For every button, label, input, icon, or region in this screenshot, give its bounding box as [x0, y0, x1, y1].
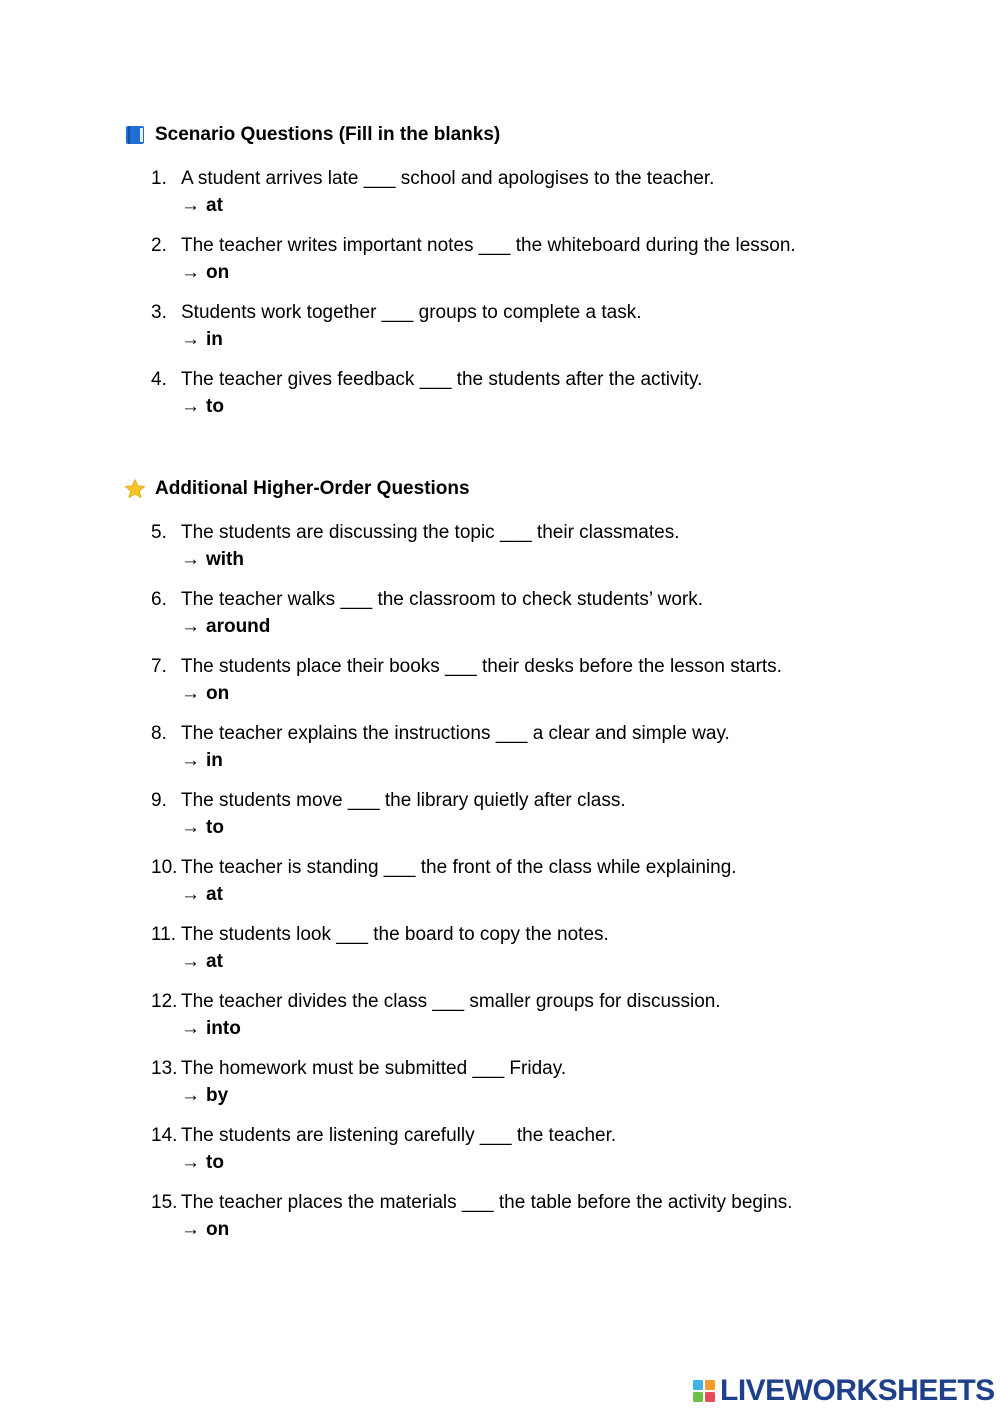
answer-line [181, 547, 244, 573]
arrow-icon: → [181, 616, 200, 637]
question-item [124, 1056, 884, 1123]
answer-word: in [206, 329, 223, 350]
answer-line [181, 815, 224, 841]
answer-word: by [206, 1085, 229, 1106]
liveworksheets-logo [692, 1376, 995, 1406]
question-number: 9. [151, 790, 167, 811]
answer-word: with [206, 549, 244, 570]
answer-line [181, 949, 223, 975]
question-text: Students work together ___ groups to complete a task. [181, 302, 642, 323]
answer-word: on [206, 1219, 230, 1240]
question-item [124, 520, 884, 587]
question-text: The teacher is standing ___ the front of the class while explaining. [181, 857, 737, 878]
question-text: The teacher walks ___ the classroom to check students’ work. [181, 589, 704, 610]
question-number: 6. [151, 589, 167, 610]
answer-line [181, 1150, 224, 1176]
question-text: The teacher writes important notes ___ the whiteboard during the lesson. [181, 235, 796, 256]
arrow-icon: → [181, 817, 200, 838]
question-item [124, 1190, 884, 1257]
question-number: 1. [151, 168, 167, 189]
answer-line [181, 394, 224, 420]
question-number: 10. [151, 857, 178, 878]
question-number: 13. [151, 1058, 178, 1079]
question-number: 4. [151, 369, 167, 390]
answer-word: on [206, 262, 230, 283]
question-item [124, 300, 884, 367]
question-text: The students are listening carefully ___ the teacher. [181, 1125, 617, 1146]
star-icon [124, 478, 146, 500]
arrow-icon: → [181, 195, 200, 216]
arrow-icon: → [181, 396, 200, 417]
question-text: The homework must be submitted ___ Friday. [181, 1058, 567, 1079]
question-number: 14. [151, 1125, 178, 1146]
section-heading [124, 122, 884, 148]
answer-line [181, 1083, 228, 1109]
answer-word: at [206, 884, 223, 905]
question-text: The teacher gives feedback ___ the students after the activity. [181, 369, 703, 390]
arrow-icon: → [181, 1085, 200, 1106]
question-number: 5. [151, 522, 167, 543]
question-text: The students move ___ the library quietly after class. [181, 790, 626, 811]
question-text: The students look ___ the board to copy the notes. [181, 924, 609, 945]
question-number: 15. [151, 1192, 178, 1213]
answer-line [181, 193, 223, 219]
answer-word: on [206, 683, 230, 704]
question-list [124, 520, 884, 1257]
answer-word: at [206, 951, 223, 972]
arrow-icon: → [181, 262, 200, 283]
question-item [124, 367, 884, 434]
question-list [124, 166, 884, 434]
section-heading [124, 476, 884, 502]
arrow-icon: → [181, 549, 200, 570]
answer-line [181, 327, 223, 353]
higher-order-section [124, 476, 884, 1257]
question-number: 2. [151, 235, 167, 256]
question-text: The teacher divides the class ___ smaller groups for discussion. [181, 991, 721, 1012]
answer-line [181, 260, 229, 286]
question-number: 11. [151, 924, 177, 945]
logo-text: LIVEWORKSHEETS [720, 1374, 995, 1407]
question-number: 3. [151, 302, 167, 323]
question-number: 7. [151, 656, 167, 677]
arrow-icon: → [181, 951, 200, 972]
question-item [124, 1123, 884, 1190]
answer-line [181, 614, 270, 640]
answer-line [181, 1217, 229, 1243]
question-number: 8. [151, 723, 167, 744]
question-item [124, 989, 884, 1056]
answer-word: to [206, 817, 224, 838]
question-text: The students are discussing the topic ___ their classmates. [181, 522, 680, 543]
answer-word: to [206, 396, 224, 417]
answer-word: into [206, 1018, 241, 1039]
question-item [124, 721, 884, 788]
question-number: 12. [151, 991, 178, 1012]
question-item [124, 788, 884, 855]
answer-word: around [206, 616, 271, 637]
logo-mark-icon [692, 1379, 716, 1403]
section-title: Scenario Questions (Fill in the blanks) [155, 124, 501, 145]
arrow-icon: → [181, 1219, 200, 1240]
question-text: A student arrives late ___ school and apologises to the teacher. [181, 168, 715, 189]
question-item [124, 587, 884, 654]
scenario-section [124, 122, 884, 434]
question-text: The teacher places the materials ___ the table before the activity begins. [181, 1192, 793, 1213]
blue-book-icon [124, 124, 146, 146]
question-text: The students place their books ___ their desks before the lesson starts. [181, 656, 782, 677]
section-title: Additional Higher-Order Questions [155, 478, 470, 499]
answer-line [181, 882, 223, 908]
arrow-icon: → [181, 683, 200, 704]
question-item [124, 654, 884, 721]
question-item [124, 166, 884, 233]
arrow-icon: → [181, 329, 200, 350]
arrow-icon: → [181, 1018, 200, 1039]
question-item [124, 922, 884, 989]
answer-line [181, 748, 223, 774]
answer-word: to [206, 1152, 224, 1173]
answer-line [181, 1016, 241, 1042]
answer-line [181, 681, 229, 707]
arrow-icon: → [181, 884, 200, 905]
question-item [124, 855, 884, 922]
arrow-icon: → [181, 750, 200, 771]
question-text: The teacher explains the instructions ___ a clear and simple way. [181, 723, 730, 744]
answer-word: in [206, 750, 223, 771]
answer-word: at [206, 195, 223, 216]
question-item [124, 233, 884, 300]
arrow-icon: → [181, 1152, 200, 1173]
